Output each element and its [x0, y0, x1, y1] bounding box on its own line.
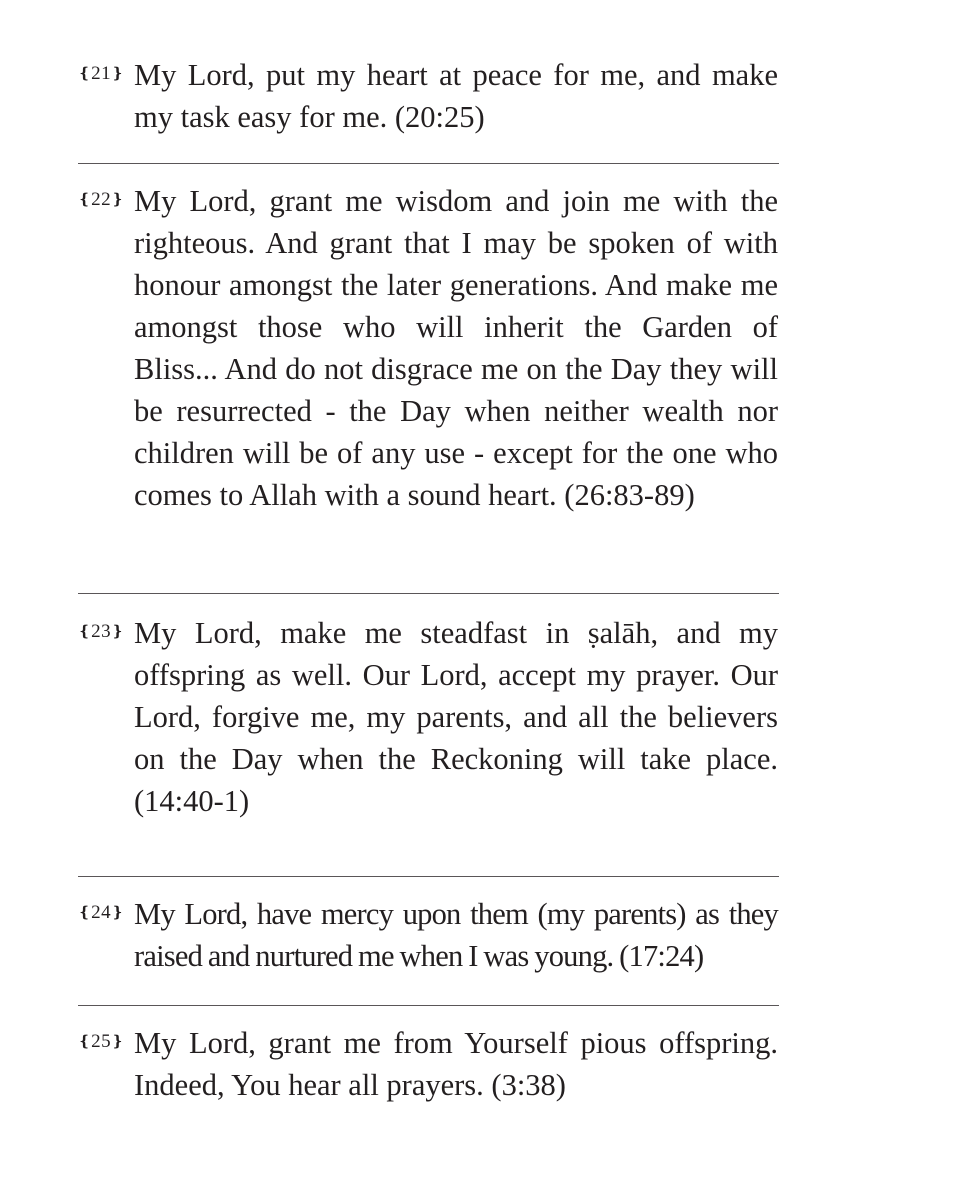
entry-number-25: ❴25❵	[78, 1031, 125, 1052]
dua-entry-25	[78, 1022, 778, 1106]
ornament-open-icon: ❴	[78, 66, 92, 82]
dua-entry-21	[78, 54, 778, 138]
entry-text-21: My Lord, put my heart at peace for me, and make my task easy for me. (20:25)	[134, 58, 778, 134]
ornament-open-icon: ❴	[78, 624, 92, 640]
dua-entry-24	[78, 893, 778, 977]
ornament-close-icon: ❵	[111, 1034, 125, 1050]
entry-text-25: My Lord, grant me from Yourself pious offspring. Indeed, You hear all prayers. (3:38)	[134, 1026, 778, 1102]
ornament-close-icon: ❵	[111, 192, 125, 208]
ornament-open-icon: ❴	[78, 192, 92, 208]
divider-rule	[78, 163, 779, 164]
ornament-open-icon: ❴	[78, 1034, 92, 1050]
ornament-open-icon: ❴	[78, 905, 92, 921]
entry-number-24: ❴24❵	[78, 902, 125, 923]
ornament-close-icon: ❵	[111, 624, 125, 640]
ornament-close-icon: ❵	[111, 905, 125, 921]
entry-text-22: My Lord, grant me wisdom and join me with the righteous. And grant that I may be spoken of with honour amongst the later generations. And make me amongst those who will inherit the Garden of Bliss... And do not disgrace me on the Day they will be resurrected - the Day when neither wealth nor children will be of any use - except for the one who comes to Allah with a sound heart. (26:83-89)	[134, 184, 778, 512]
divider-rule	[78, 876, 779, 877]
entry-text-23: My Lord, make me steadfast in ṣalāh, and my offspring as well. Our Lord, accept my prayer. Our Lord, forgive me, my parents, and all the believers on the Day when the Reckoning will take place. (14:40-1)	[134, 616, 778, 818]
ornament-close-icon: ❵	[111, 66, 125, 82]
dua-entry-22	[78, 180, 778, 516]
entry-text-24: My Lord, have mercy upon them (my parents) as they raised and nurtured me when I was young. (17:24)	[134, 897, 778, 973]
entry-number-22: ❴22❵	[78, 189, 125, 210]
divider-rule	[78, 593, 779, 594]
divider-rule	[78, 1005, 779, 1006]
dua-entry-23	[78, 612, 778, 822]
entry-number-21: ❴21❵	[78, 63, 125, 84]
entry-number-23: ❴23❵	[78, 621, 125, 642]
